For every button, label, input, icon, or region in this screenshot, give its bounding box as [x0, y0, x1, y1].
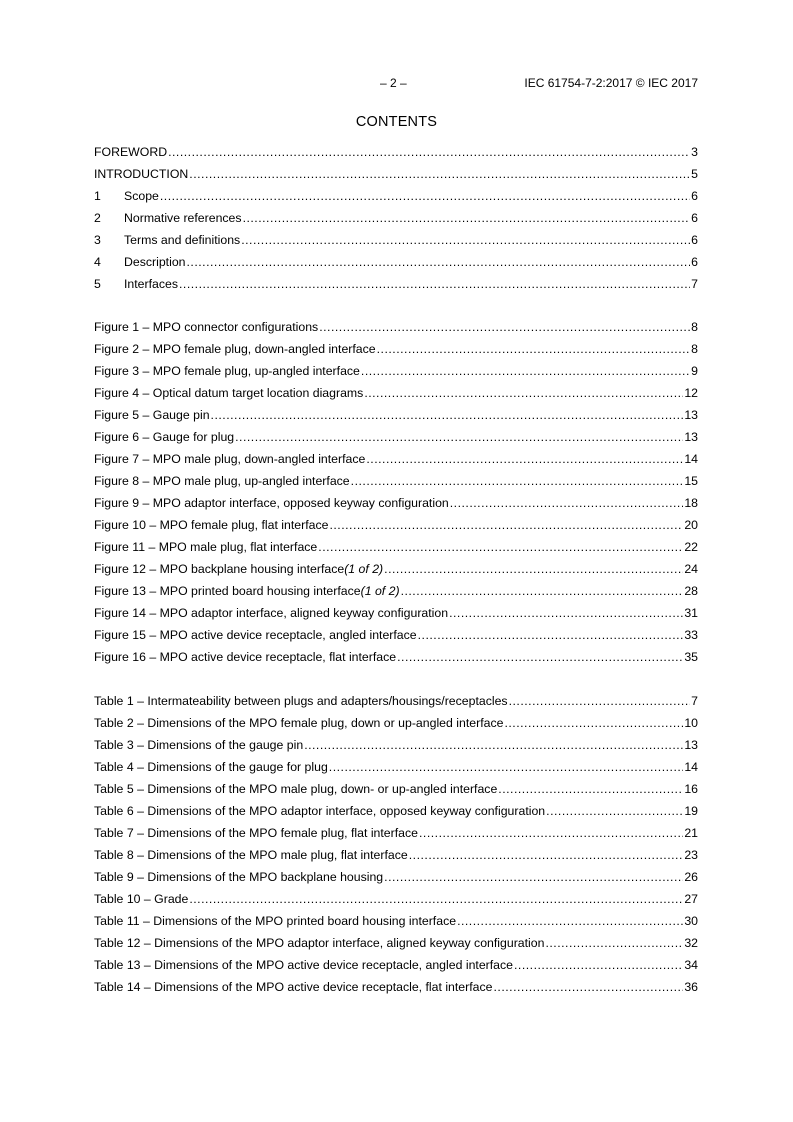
table-entry[interactable]	[94, 825, 698, 847]
figure-entry-label: Figure 14 – MPO adaptor interface, aligned keyway configuration	[94, 606, 449, 620]
table-entry[interactable]	[94, 891, 698, 913]
document-reference: IEC 61754-7-2:2017 © IEC 2017	[524, 76, 698, 90]
table-entry[interactable]	[94, 693, 698, 715]
figure-entry[interactable]	[94, 649, 698, 671]
dot-leader	[457, 913, 683, 930]
dot-leader	[319, 319, 690, 336]
section-entry-label: Interfaces	[124, 277, 178, 291]
dot-leader	[243, 210, 691, 227]
dot-leader	[241, 232, 690, 249]
dot-leader	[304, 737, 683, 754]
section-entry-label: FOREWORD	[94, 145, 168, 159]
table-entry-page: 16	[684, 782, 698, 796]
section-entry-page: 5	[691, 167, 698, 181]
section-entry-page: 6	[691, 211, 698, 225]
dot-leader	[514, 957, 683, 974]
figure-entry[interactable]	[94, 583, 698, 605]
toc-tables	[94, 693, 698, 1001]
figure-entry[interactable]	[94, 561, 698, 583]
section-entry-page: 6	[691, 255, 698, 269]
dot-leader	[160, 188, 690, 205]
table-entry-label: Table 14 – Dimensions of the MPO active device receptacle, flat interface	[94, 980, 493, 994]
section-number: 1	[94, 189, 101, 203]
figure-entry-page: 13	[684, 430, 698, 444]
figure-entry[interactable]	[94, 605, 698, 627]
section-entry[interactable]	[94, 276, 698, 298]
dot-leader	[384, 561, 683, 578]
page-header	[0, 76, 793, 92]
figure-entry-page: 8	[691, 342, 698, 356]
toc-figures	[94, 319, 698, 671]
dot-leader	[509, 693, 691, 710]
dot-leader	[361, 363, 690, 380]
figure-entry-page: 35	[684, 650, 698, 664]
section-number: 4	[94, 255, 101, 269]
figure-entry-label: Figure 5 – Gauge pin	[94, 408, 210, 422]
dot-leader	[364, 385, 683, 402]
table-entry[interactable]	[94, 957, 698, 979]
table-entry-label: Table 10 – Grade	[94, 892, 189, 906]
section-number: 3	[94, 233, 101, 247]
figure-entry-label: Figure 9 – MPO adaptor interface, opposed keyway configuration	[94, 496, 449, 510]
section-entry-label: Normative references	[124, 211, 242, 225]
dot-leader	[401, 583, 684, 600]
table-entry[interactable]	[94, 715, 698, 737]
table-entry[interactable]	[94, 979, 698, 1001]
dot-leader	[409, 847, 684, 864]
figure-entry-label: Figure 12 – MPO backplane housing interface	[94, 562, 345, 576]
figure-entry-page: 8	[691, 320, 698, 334]
table-entry-label: Table 13 – Dimensions of the MPO active device receptacle, angled interface	[94, 958, 514, 972]
table-entry[interactable]	[94, 935, 698, 957]
figure-entry[interactable]	[94, 451, 698, 473]
figure-entry-page: 13	[684, 408, 698, 422]
figure-entry[interactable]	[94, 495, 698, 517]
figure-entry-label: Figure 11 – MPO male plug, flat interface	[94, 540, 318, 554]
figure-entry-page: 15	[684, 474, 698, 488]
table-entry-label: Table 5 – Dimensions of the MPO male plug, down- or up-angled interface	[94, 782, 498, 796]
dot-leader	[329, 759, 684, 776]
figure-entry-page: 33	[684, 628, 698, 642]
dot-leader	[384, 869, 683, 886]
section-entry[interactable]	[94, 232, 698, 254]
section-number: 5	[94, 277, 101, 291]
section-entry[interactable]	[94, 166, 698, 188]
section-entry[interactable]	[94, 188, 698, 210]
figure-entry-label: Figure 6 – Gauge for plug	[94, 430, 235, 444]
table-entry-label: Table 11 – Dimensions of the MPO printed board housing interface	[94, 914, 457, 928]
figure-entry-page: 20	[684, 518, 698, 532]
figure-entry-page: 24	[684, 562, 698, 576]
dot-leader	[377, 341, 691, 358]
dot-leader	[397, 649, 683, 666]
table-entry-page: 26	[684, 870, 698, 884]
figure-entry-label: Figure 3 – MPO female plug, up-angled interface	[94, 364, 360, 378]
figure-entry-label: Figure 4 – Optical datum target location diagrams	[94, 386, 364, 400]
table-entry[interactable]	[94, 847, 698, 869]
table-entry-page: 32	[684, 936, 698, 950]
table-entry[interactable]	[94, 781, 698, 803]
table-entry-page: 30	[684, 914, 698, 928]
table-entry-page: 19	[684, 804, 698, 818]
figure-entry-page: 31	[684, 606, 698, 620]
section-entry[interactable]	[94, 144, 698, 166]
section-entry-label: Scope	[124, 189, 159, 203]
table-entry-page: 10	[684, 716, 698, 730]
figure-entry-page: 12	[684, 386, 698, 400]
dot-leader	[351, 473, 684, 490]
table-entry-page: 14	[684, 760, 698, 774]
dot-leader	[329, 517, 683, 534]
figure-entry-note: (1 of 2)	[360, 584, 400, 598]
figure-entry[interactable]	[94, 341, 698, 363]
table-entry-page: 13	[684, 738, 698, 752]
figure-entry-label: Figure 7 – MPO male plug, down-angled interface	[94, 452, 366, 466]
table-entry[interactable]	[94, 913, 698, 935]
section-entry-label: INTRODUCTION	[94, 167, 189, 181]
dot-leader	[493, 979, 683, 996]
dot-leader	[189, 891, 683, 908]
dot-leader	[179, 276, 690, 293]
dot-leader	[168, 144, 690, 161]
figure-entry-note: (1 of 2)	[344, 562, 384, 576]
dot-leader	[187, 254, 691, 271]
section-number: 2	[94, 211, 101, 225]
table-entry-page: 7	[691, 694, 698, 708]
section-entry-label: Description	[124, 255, 186, 269]
dot-leader	[545, 935, 683, 952]
figure-entry-page: 14	[684, 452, 698, 466]
figure-entry-page: 22	[684, 540, 698, 554]
figure-entry[interactable]	[94, 385, 698, 407]
dot-leader	[211, 407, 684, 424]
page-title: CONTENTS	[355, 114, 438, 130]
figure-entry-label: Figure 13 – MPO printed board housing interface	[94, 584, 361, 598]
figure-entry-label: Figure 2 – MPO female plug, down-angled interface	[94, 342, 376, 356]
section-entry[interactable]	[94, 210, 698, 232]
figure-entry-label: Figure 10 – MPO female plug, flat interface	[94, 518, 329, 532]
table-entry-label: Table 3 – Dimensions of the gauge pin	[94, 738, 304, 752]
section-entry-page: 6	[691, 189, 698, 203]
figure-entry-page: 28	[684, 584, 698, 598]
dot-leader	[498, 781, 683, 798]
dot-leader	[449, 605, 683, 622]
dot-leader	[318, 539, 683, 556]
figure-entry[interactable]	[94, 517, 698, 539]
dot-leader	[235, 429, 683, 446]
table-entry-page: 21	[684, 826, 698, 840]
table-entry-label: Table 6 – Dimensions of the MPO adaptor interface, opposed keyway configuration	[94, 804, 546, 818]
dot-leader	[189, 166, 690, 183]
dot-leader	[504, 715, 683, 732]
section-entry-page: 6	[691, 233, 698, 247]
dot-leader	[546, 803, 683, 820]
toc-sections	[94, 144, 698, 298]
table-entry[interactable]	[94, 759, 698, 781]
section-entry-label: Terms and definitions	[124, 233, 241, 247]
figure-entry-page: 9	[691, 364, 698, 378]
page-number: – 2 –	[380, 76, 407, 90]
figure-entry[interactable]	[94, 429, 698, 451]
figure-entry-label: Figure 1 – MPO connector configurations	[94, 320, 319, 334]
table-entry-label: Table 7 – Dimensions of the MPO female plug, flat interface	[94, 826, 418, 840]
table-entry-label: Table 8 – Dimensions of the MPO male plug, flat interface	[94, 848, 408, 862]
figure-entry[interactable]	[94, 473, 698, 495]
table-entry-label: Table 2 – Dimensions of the MPO female plug, down or up-angled interface	[94, 716, 504, 730]
figure-entry[interactable]	[94, 407, 698, 429]
table-entry-label: Table 1 – Intermateability between plugs and adapters/housings/receptacles	[94, 694, 508, 708]
table-entry-label: Table 9 – Dimensions of the MPO backplane housing	[94, 870, 384, 884]
figure-entry[interactable]	[94, 363, 698, 385]
figure-entry[interactable]	[94, 539, 698, 561]
dot-leader	[419, 825, 683, 842]
section-entry[interactable]	[94, 254, 698, 276]
figure-entry[interactable]	[94, 627, 698, 649]
table-entry[interactable]	[94, 803, 698, 825]
figure-entry-label: Figure 15 – MPO active device receptacle, angled interface	[94, 628, 417, 642]
table-entry-label: Table 4 – Dimensions of the gauge for plug	[94, 760, 328, 774]
dot-leader	[418, 627, 684, 644]
table-entry-label: Table 12 – Dimensions of the MPO adaptor interface, aligned keyway configuration	[94, 936, 545, 950]
table-entry-page: 34	[684, 958, 698, 972]
dot-leader	[450, 495, 684, 512]
table-entry-page: 27	[684, 892, 698, 906]
section-entry-page: 3	[691, 145, 698, 159]
figure-entry-page: 18	[684, 496, 698, 510]
table-entry-page: 23	[684, 848, 698, 862]
figure-entry-label: Figure 8 – MPO male plug, up-angled interface	[94, 474, 350, 488]
dot-leader	[366, 451, 683, 468]
section-entry-page: 7	[691, 277, 698, 291]
table-entry[interactable]	[94, 869, 698, 891]
figure-entry-label: Figure 16 – MPO active device receptacle, flat interface	[94, 650, 397, 664]
table-entry-page: 36	[684, 980, 698, 994]
figure-entry[interactable]	[94, 319, 698, 341]
table-entry[interactable]	[94, 737, 698, 759]
